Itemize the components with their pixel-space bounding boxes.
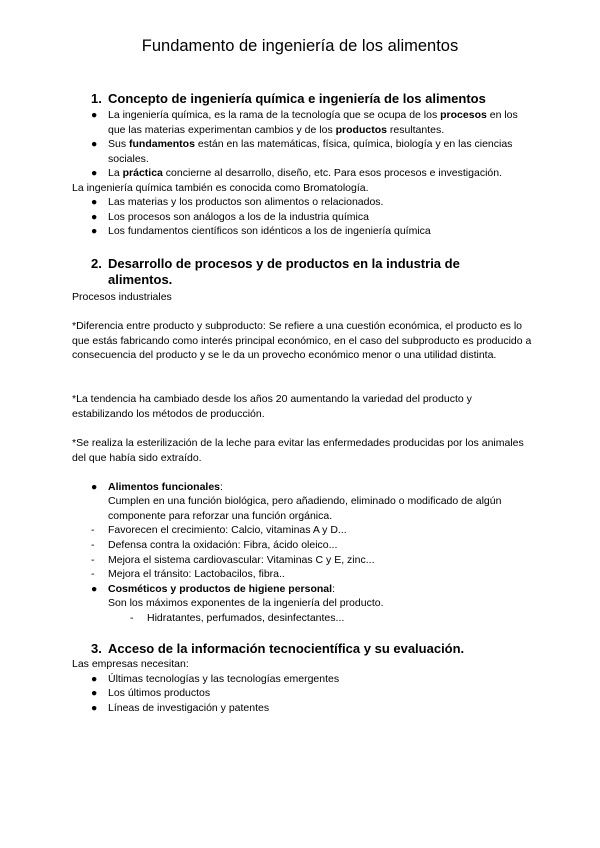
bullet-icon: ● [91, 211, 98, 223]
note-paragraph: *Se realiza la esterilización de la leche para evitar las enfermedades producidas por los animales del que había sido extraído. [72, 437, 524, 464]
note-paragraph: *La tendencia ha cambiado desde los años 20 aumentando la variedad del producto y estabilizando los métodos de producción. [72, 393, 472, 420]
list-item: ● Los fundamentos científicos son idénticos a los de ingeniería química [91, 225, 431, 237]
section-2-label: Procesos industriales [72, 291, 172, 303]
functional-foods-description: Cumplen en una función biológica, pero añadiendo, eliminado o modificado de algún componente para reforzar una función orgánica. [108, 495, 502, 522]
list-item: ● Los últimos productos [91, 687, 211, 699]
dash-item: - Hidratantes, perfumados, desinfectantes... [130, 612, 345, 624]
section-2-heading [91, 256, 491, 288]
dash-item: - Defensa contra la oxidación: Fibra, ácido oleico... [91, 539, 338, 551]
section-2-title: Desarrollo de procesos y de productos en la industria de alimentos. [108, 256, 460, 287]
list-item: ● Alimentos funcionales: [91, 481, 223, 493]
paragraph: La ingeniería química también es conocida como Bromatología. [72, 182, 369, 194]
section-1-number: 1. [91, 91, 102, 106]
bullet-icon: ● [91, 138, 98, 150]
section-2-number: 2. [91, 256, 102, 271]
list-item: ● Las materias y los productos son alimentos o relacionados. [91, 196, 384, 208]
bullet-icon: ● [91, 673, 98, 685]
functional-foods-title: Alimentos funcionales [108, 481, 221, 493]
dash-icon: - [91, 568, 95, 580]
section-1-title: Concepto de ingeniería química e ingeniería de los alimentos [108, 91, 486, 106]
cosmetics-description: Son los máximos exponentes de la ingeniería del producto. [108, 597, 384, 609]
dash-icon: - [130, 612, 134, 624]
dash-item: - Mejora el tránsito: Lactobacilos, fibra.. [91, 568, 285, 580]
bullet-icon: ● [91, 167, 98, 179]
note-paragraph: *Diferencia entre producto y subproducto: Se refiere a una cuestión económica, el producto es lo que estás fabricando como interés principal económico, en el caso del subproducto es producido a consecuencia del producto y se le da un provecho económico menor o una utilidad distinta. [72, 320, 532, 361]
bullet-icon: ● [91, 196, 98, 208]
document-title: Fundamento de ingeniería de los alimentos [141, 37, 459, 55]
section-1-heading [91, 91, 531, 107]
list-item: ● La ingeniería química, es la rama de la tecnología que se ocupa de los procesos en los que las materias experimentan cambios y de los productos resultantes. [91, 109, 518, 136]
bullet-icon: ● [91, 225, 98, 237]
cosmetics-title: Cosméticos y productos de higiene personal [108, 583, 333, 595]
dash-icon: - [91, 524, 95, 536]
dash-icon: - [91, 554, 95, 566]
section-3-title: Acceso de la información tecnocientífica y su evaluación. [108, 641, 465, 656]
list-item: ● Cosméticos y productos de higiene personal: [91, 583, 335, 595]
list-item: ● La práctica concierne al desarrollo, diseño, etc. Para esos procesos e investigación. [91, 167, 502, 179]
list-item: ● Sus fundamentos están en las matemáticas, física, química, biología y en las ciencias sociales. [91, 138, 513, 165]
bullet-icon: ● [91, 481, 98, 493]
section-3-label: Las empresas necesitan: [72, 658, 189, 670]
bullet-icon: ● [91, 583, 98, 595]
list-item: ● Líneas de investigación y patentes [91, 702, 270, 714]
bullet-icon: ● [91, 109, 98, 121]
section-3-number: 3. [91, 641, 102, 656]
dash-icon: - [91, 539, 95, 551]
bullet-icon: ● [91, 687, 98, 699]
dash-item: - Mejora el sistema cardiovascular: Vitaminas C y E, zinc... [91, 554, 375, 566]
list-item: ● Los procesos son análogos a los de la industria química [91, 211, 369, 223]
section-3-heading [91, 641, 531, 657]
bullet-icon: ● [91, 702, 98, 714]
dash-item: - Favorecen el crecimiento: Calcio, vitaminas A y D... [91, 524, 347, 536]
list-item: ● Últimas tecnologías y las tecnologías emergentes [91, 673, 340, 685]
